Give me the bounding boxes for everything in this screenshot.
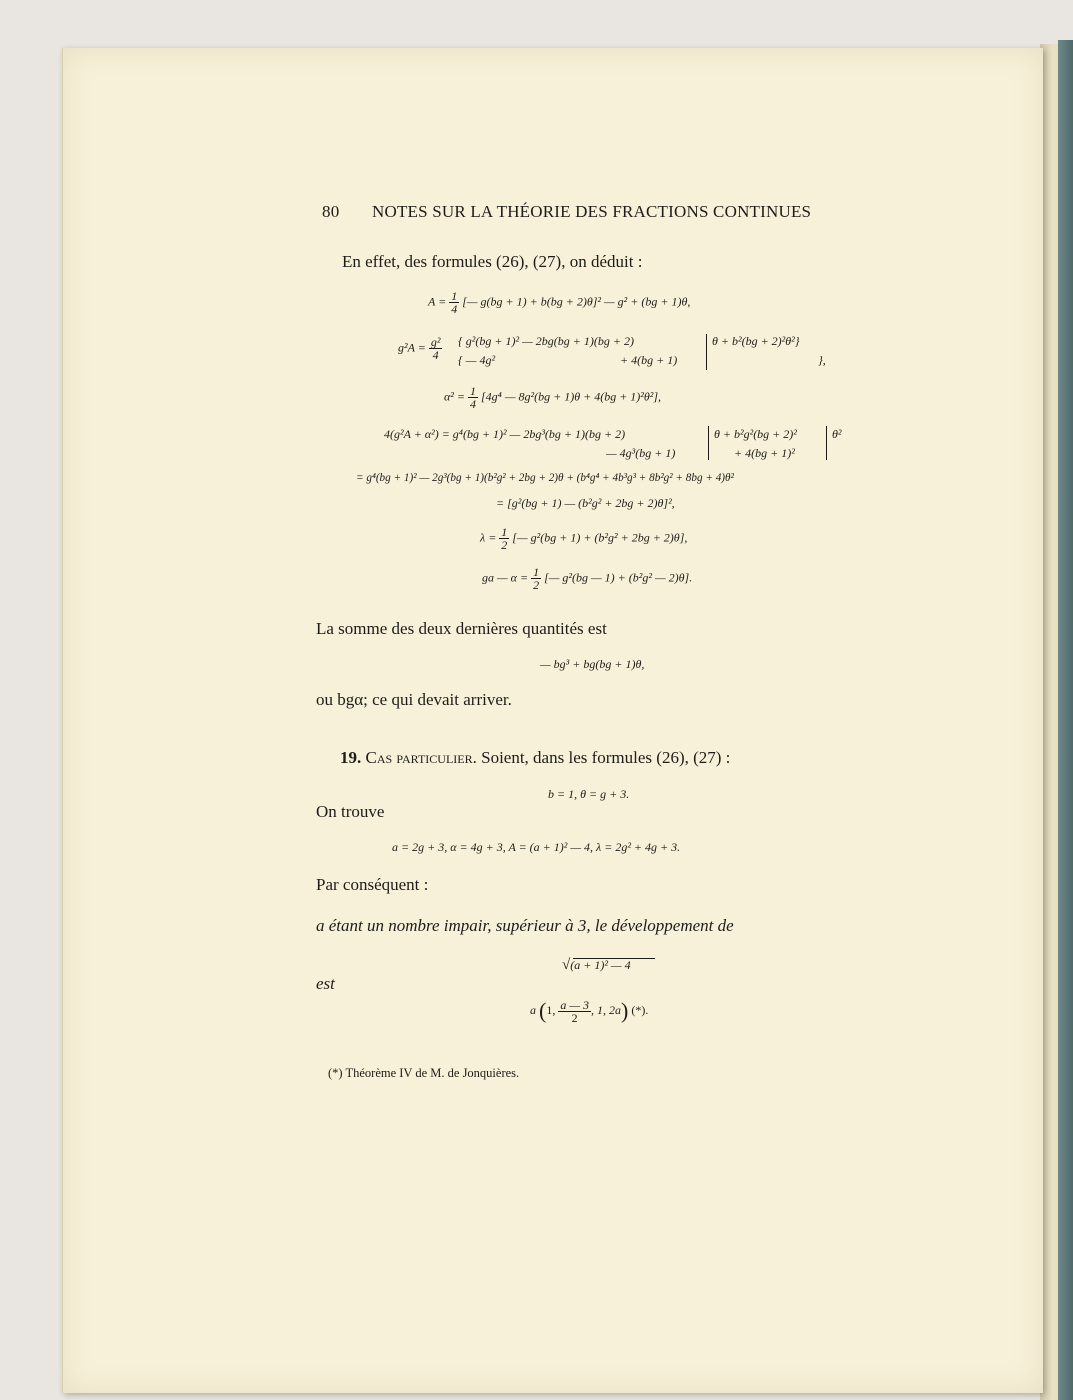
eq-g2A-lhs: g²A = [398, 340, 426, 355]
eq-ga-frac-den: 2 [533, 578, 540, 592]
sqrt-radicand: (a + 1)² — 4 [570, 958, 631, 972]
intro-text: En effet, des formules (26), (27), on déduit : [342, 252, 643, 271]
book-cover-edge [1058, 40, 1073, 1400]
section-heading [340, 748, 730, 768]
eq-four-row1: 4(g²A + α²) = g⁴(bg + 1)² — 2bg³(bg + 1)(bg + 2) [384, 427, 626, 441]
eq-lambda-lhs: λ = [480, 530, 497, 545]
cf-note: (*). [631, 1002, 649, 1017]
eq-A-lhs: A = [428, 294, 447, 309]
sqrt-sign: √ [562, 957, 571, 973]
eq-expand-2: = [g²(bg + 1) — (b²g² + 2bg + 2)θ]², [496, 496, 675, 510]
section-title: Cas particulier. [365, 748, 477, 767]
cf-open-paren: ( [539, 998, 547, 1023]
eq-g2A-row1-left: { g²(bg + 1)² — 2bg(bg + 1)(bg + 2) [458, 334, 634, 348]
eq-A-frac-den: 4 [451, 302, 458, 316]
eq-alpha2 [444, 385, 661, 410]
sum-equation: — bg³ + bg(bg + 1)θ, [540, 657, 645, 671]
eq-four-row2-mid: + 4(bg + 1)² [734, 446, 795, 460]
eq-four-row2-left: — 4g³(bg + 1) [606, 446, 676, 460]
eq-ga-lhs: ga — α = [482, 570, 529, 585]
cf-frac-den: 2 [571, 1010, 578, 1025]
eq-lambda-frac-num: 1 [501, 525, 508, 539]
continued-fraction [530, 998, 648, 1024]
eq-g2A-lhs-block [398, 336, 442, 361]
section-number: 19. [340, 748, 362, 767]
eq-lambda-frac-den: 2 [501, 538, 508, 552]
eq-ga [482, 566, 692, 591]
eq-ga-frac-num: 1 [533, 565, 540, 579]
eq-expand-1: = g⁴(bg + 1)² — 2g³(bg + 1)(b²g² + 2bg + 2)θ + (b⁴g⁴ + 4b³g³ + 8b²g² + 8bg + 4)θ² [356, 472, 734, 484]
eq-alpha2-rhs: [4g⁴ — 8g²(bg + 1)θ + 4(bg + 1)²θ²], [481, 389, 662, 404]
cf-prefix: a [530, 1002, 536, 1017]
cf-one: 1, [546, 1002, 556, 1017]
eq-alpha2-lhs: α² = [444, 389, 465, 404]
eq-ga-rhs: [— g²(bg — 1) + (b²g² — 2)θ]. [544, 570, 693, 585]
eq-alpha2-frac-den: 4 [470, 397, 476, 411]
est-text: est [316, 974, 335, 993]
book-page [62, 48, 1043, 1393]
par-consequent-text: Par conséquent : [316, 875, 429, 894]
cf-suffix: , 1, 2a [591, 1002, 621, 1017]
footnote: (*) Théorème IV de M. de Jonquières. [328, 1066, 520, 1080]
eq-g2A-row1-right: θ + b²(bg + 2)²θ²} [712, 334, 800, 348]
sum-text: La somme des deux dernières quantités est [316, 619, 607, 638]
on-trouve-text: On trouve [316, 802, 385, 821]
eq-alpha2-frac-num: 1 [470, 384, 476, 398]
eq-g2A-frac-num: g² [430, 335, 441, 349]
eq-lambda [480, 526, 687, 551]
eq-four-divider-1 [708, 426, 709, 460]
eq-lambda-rhs: [— g²(bg + 1) + (b²g² + 2bg + 2)θ], [512, 530, 688, 545]
page-number: 80 [322, 202, 340, 221]
eq-g2A-divider [706, 334, 707, 370]
particular-equation: b = 1, θ = g + 3. [548, 787, 630, 801]
eq-A [428, 290, 690, 315]
results-equation: a = 2g + 3, α = 4g + 3, A = (a + 1)² — 4, λ = 2g² + 4g + 3. [392, 840, 681, 854]
eq-four-mid1: θ + b²g²(bg + 2)² [714, 427, 797, 441]
section-text: Soient, dans les formules (26), (27) : [481, 748, 731, 767]
running-title: NOTES SUR LA THÉORIE DES FRACTIONS CONTINUES [372, 202, 812, 221]
theorem-text: a étant un nombre impair, supérieur à 3, le développement de [316, 916, 734, 935]
eq-g2A-row2-left: { — 4g² [458, 353, 496, 367]
eq-A-frac-num: 1 [451, 289, 458, 303]
sqrt-vinculum [573, 958, 655, 959]
eq-four-divider-2 [826, 426, 827, 460]
conclusion-text: ou bgα; ce qui devait arriver. [316, 690, 512, 709]
eq-g2A-row2-mid: + 4(bg + 1) [620, 353, 678, 367]
sqrt-expression [562, 957, 631, 974]
eq-g2A-frac-den: 4 [432, 348, 439, 362]
eq-four-end: θ² [832, 427, 842, 441]
eq-A-rhs: [— g(bg + 1) + b(bg + 2)θ]² — g² + (bg + 1)θ, [462, 294, 691, 309]
cf-frac-num: a — 3 [560, 997, 589, 1012]
eq-g2A-row2-end: }, [818, 353, 826, 367]
cf-close-paren: ) [621, 998, 629, 1023]
